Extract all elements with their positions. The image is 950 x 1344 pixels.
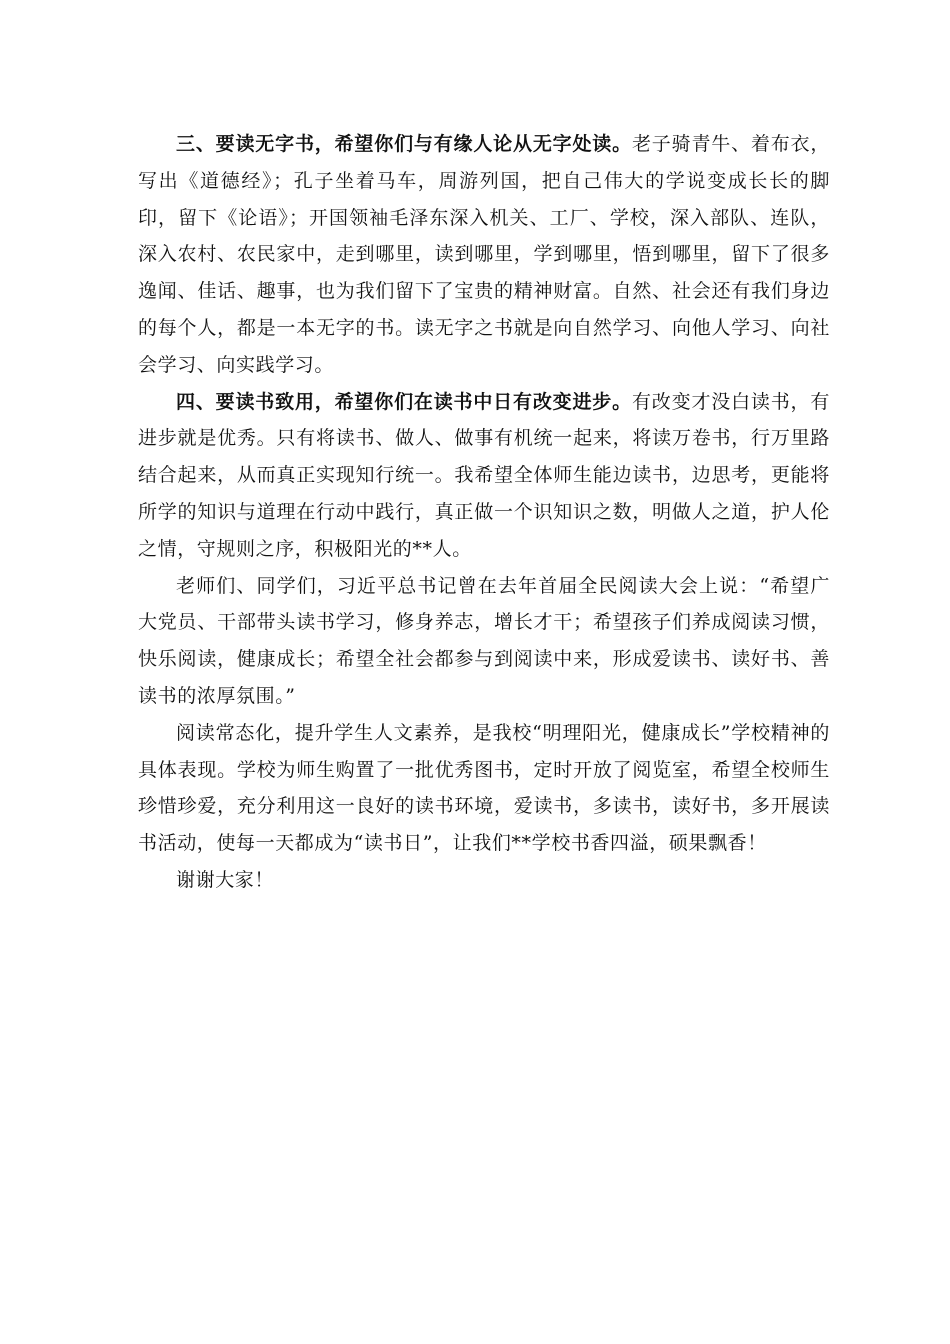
paragraph-text: 有改变才没白读书，有进步就是优秀。只有将读书、做人、做事有机统一起来，将读万卷书，行万里路结合起来，从而真正实现知行统一。我希望全体师生能边读书，边思考，更能将所学的知识与道理在行动中践行，真正做一个识知识之数，明做人之道，护人伦之情，守规则之序，积极阳光的**人。 <box>138 390 830 560</box>
section-heading-three: 三、要读无字书，希望你们与有缘人论从无字处读。 <box>176 133 632 155</box>
paragraph-apply-reading <box>138 384 830 568</box>
paragraph-read-wordless-books <box>138 126 830 384</box>
paragraph-text: 老师们、同学们，习近平总书记曾在去年首届全民阅读大会上说：“希望广大党员、干部带头读书学习，修身养志，增长才干；希望孩子们养成阅读习惯，快乐阅读，健康成长；希望全社会都参与到阅读中来，形成爱读书、读好书、善读书的浓厚氛围。” <box>138 574 830 707</box>
paragraph-text: 阅读常态化，提升学生人文素养，是我校“明理阳光，健康成长”学校精神的具体表现。学校为师生购置了一批优秀图书，定时开放了阅览室，希望全校师生珍惜珍爱，充分利用这一良好的读书环境，爱读书，多读书，读好书，多开展读书活动，使每一天都成为“读书日”，让我们**学校书香四溢，硕果飘香！ <box>138 721 830 855</box>
paragraph-text: 谢谢大家！ <box>176 868 275 891</box>
paragraph-text: 老子骑青牛、着布衣，写出《道德经》；孔子坐着马车，周游列国，把自己伟大的学说变成长长的脚印，留下《论语》；开国领袖毛泽东深入机关、工厂、学校，深入部队、连队，深入农村、农民家中，走到哪里，读到哪里，学到哪里，悟到哪里，留下了很多逸闻、佳话、趣事，也为我们留下了宝贵的精神财富。自然、社会还有我们身边的每个人，都是一本无字的书。读无字之书就是向自然学习、向他人学习、向社会学习、向实践学习。 <box>138 133 830 376</box>
paragraph-closing <box>138 862 830 899</box>
document-body <box>138 126 830 899</box>
section-heading-four: 四、要读书致用，希望你们在读书中日有改变进步。 <box>176 390 632 413</box>
paragraph-school-reading <box>138 715 830 862</box>
paragraph-quote <box>138 568 830 715</box>
